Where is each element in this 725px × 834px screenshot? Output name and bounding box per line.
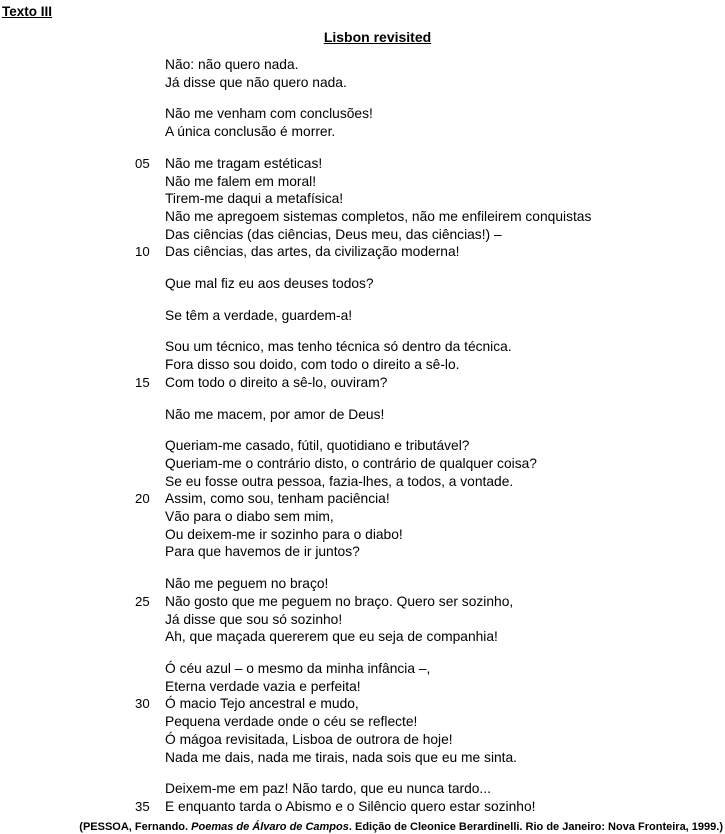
poem-line: Não me peguem no braço! <box>165 576 329 592</box>
poem-line: Pequena verdade onde o céu se reflecte! <box>165 714 418 730</box>
poem-title: Lisbon revisited <box>323 29 432 45</box>
poem-line-row <box>135 74 725 92</box>
citation-prefix: (PESSOA, Fernando. <box>79 820 192 833</box>
poem-line-row <box>135 338 725 356</box>
poem-line-row <box>135 490 725 508</box>
poem-line-row <box>135 275 725 293</box>
poem-line-row <box>135 526 725 544</box>
poem-line: Não me apregoem sistemas completos, não me enfileirem conquistas <box>165 208 592 224</box>
poem-line: Queriam-me casado, fútil, quotidiano e tributável? <box>165 438 470 454</box>
poem-line: E enquanto tarda o Abismo e o Silêncio quero estar sozinho! <box>165 798 536 814</box>
poem-line-row <box>135 660 725 678</box>
poem-line-row <box>135 543 725 561</box>
poem-line-row <box>135 749 725 767</box>
poem-line-row <box>135 208 725 226</box>
poem-title-container <box>0 29 725 47</box>
poem-line-row <box>135 780 725 798</box>
stanza <box>135 338 725 391</box>
citation-suffix: . Edição de Cleonice Berardinelli. Rio de Janeiro: Nova Fronteira, 1999.) <box>348 820 723 833</box>
poem-line-row <box>135 798 725 816</box>
line-number: 10 <box>135 244 150 260</box>
poem-line: Fora disso sou doido, com todo o direito a sê-lo. <box>165 357 460 373</box>
poem-line-row <box>135 190 725 208</box>
poem-line: Se têm a verdade, guardem-a! <box>165 307 353 323</box>
stanza <box>135 105 725 140</box>
poem-line: Com todo o direito a sê-lo, ouviram? <box>165 374 388 390</box>
poem-line: Ó macio Tejo ancestral e mudo, <box>165 696 359 712</box>
poem-line-row <box>135 508 725 526</box>
poem-line-row <box>135 593 725 611</box>
poem-line: Se eu fosse outra pessoa, fazia-lhes, a todos, a vontade. <box>165 473 514 489</box>
poem-line-row <box>135 226 725 244</box>
poem-line: Já disse que sou só sozinho! <box>165 611 343 627</box>
poem-line-row <box>135 731 725 749</box>
text-section-label: Texto III <box>2 4 53 19</box>
poem-line: Que mal fiz eu aos deuses todos? <box>165 276 374 292</box>
poem-line-row <box>135 173 725 191</box>
poem-line: Não me venham com conclusões! <box>165 106 373 122</box>
poem-line-row <box>135 575 725 593</box>
poem-line: Ó mágoa revisitada, Lisboa de outrora de hoje! <box>165 731 453 747</box>
poem-line-row <box>135 56 725 74</box>
poem-line-row <box>135 678 725 696</box>
poem-line-row <box>135 307 725 325</box>
poem-line: Ah, que maçada quererem que eu seja de companhia! <box>165 629 498 645</box>
citation-work-title: Poemas de Álvaro de Campos <box>191 820 349 833</box>
poem-line: Já disse que não quero nada. <box>165 74 347 90</box>
poem-line: Tirem-me daqui a metafísica! <box>165 191 344 207</box>
poem-line-row <box>135 356 725 374</box>
poem-line-row <box>135 374 725 392</box>
line-number: 35 <box>135 798 150 814</box>
poem-line: Deixem-me em paz! Não tardo, que eu nunca tardo... <box>165 781 491 797</box>
poem-line: A única conclusão é morrer. <box>165 124 336 140</box>
poem-line-row <box>135 105 725 123</box>
poem-line: Não me tragam estéticas! <box>165 155 323 171</box>
poem-line: Das ciências (das ciências, Deus meu, das ciências!) – <box>165 226 502 242</box>
poem-line: Eterna verdade vazia e perfeita! <box>165 678 361 694</box>
poem-line-row <box>135 406 725 424</box>
poem-line: Para que havemos de ir juntos? <box>165 544 360 560</box>
line-number: 25 <box>135 593 150 609</box>
poem-line-row <box>135 473 725 491</box>
stanza <box>135 780 725 815</box>
poem-line: Ou deixem-me ir sozinho para o diabo! <box>165 526 403 542</box>
poem-line-row <box>135 695 725 713</box>
poem-line: Não gosto que me peguem no braço. Quero ser sozinho, <box>165 593 514 609</box>
line-number: 05 <box>135 155 150 171</box>
stanza <box>135 406 725 424</box>
poem-line-row <box>135 155 725 173</box>
poem-line: Não me macem, por amor de Deus! <box>165 406 385 422</box>
poem-line-row <box>135 713 725 731</box>
stanza <box>135 660 725 766</box>
bibliographic-citation <box>0 820 725 834</box>
line-number: 20 <box>135 491 150 507</box>
poem-line: Queriam-me o contrário disto, o contrário de qualquer coisa? <box>165 455 537 471</box>
poem-line: Não me falem em moral! <box>165 173 317 189</box>
poem-line: Não: não quero nada. <box>165 57 299 72</box>
poem-line-row <box>135 437 725 455</box>
poem-line-row <box>135 243 725 261</box>
poem-line: Sou um técnico, mas tenho técnica só dentro da técnica. <box>165 339 512 355</box>
stanza <box>135 437 725 561</box>
line-number: 15 <box>135 374 150 390</box>
poem-line: Das ciências, das artes, da civilização moderna! <box>165 244 460 260</box>
poem-line: Vão para o diabo sem mim, <box>165 509 334 525</box>
poem-line-row <box>135 455 725 473</box>
stanza <box>135 155 725 261</box>
poem-line-row <box>135 628 725 646</box>
poem-body <box>135 56 725 816</box>
stanza <box>135 56 725 91</box>
poem-line: Assim, como sou, tenham paciência! <box>165 491 390 507</box>
stanza <box>135 307 725 325</box>
line-number: 30 <box>135 696 150 712</box>
poem-line-row <box>135 611 725 629</box>
poem-line-row <box>135 123 725 141</box>
stanza <box>135 575 725 646</box>
stanza <box>135 275 725 293</box>
poem-line: Ó céu azul – o mesmo da minha infância –, <box>165 660 431 676</box>
poem-line: Nada me dais, nada me tirais, nada sois que eu me sinta. <box>165 749 518 765</box>
